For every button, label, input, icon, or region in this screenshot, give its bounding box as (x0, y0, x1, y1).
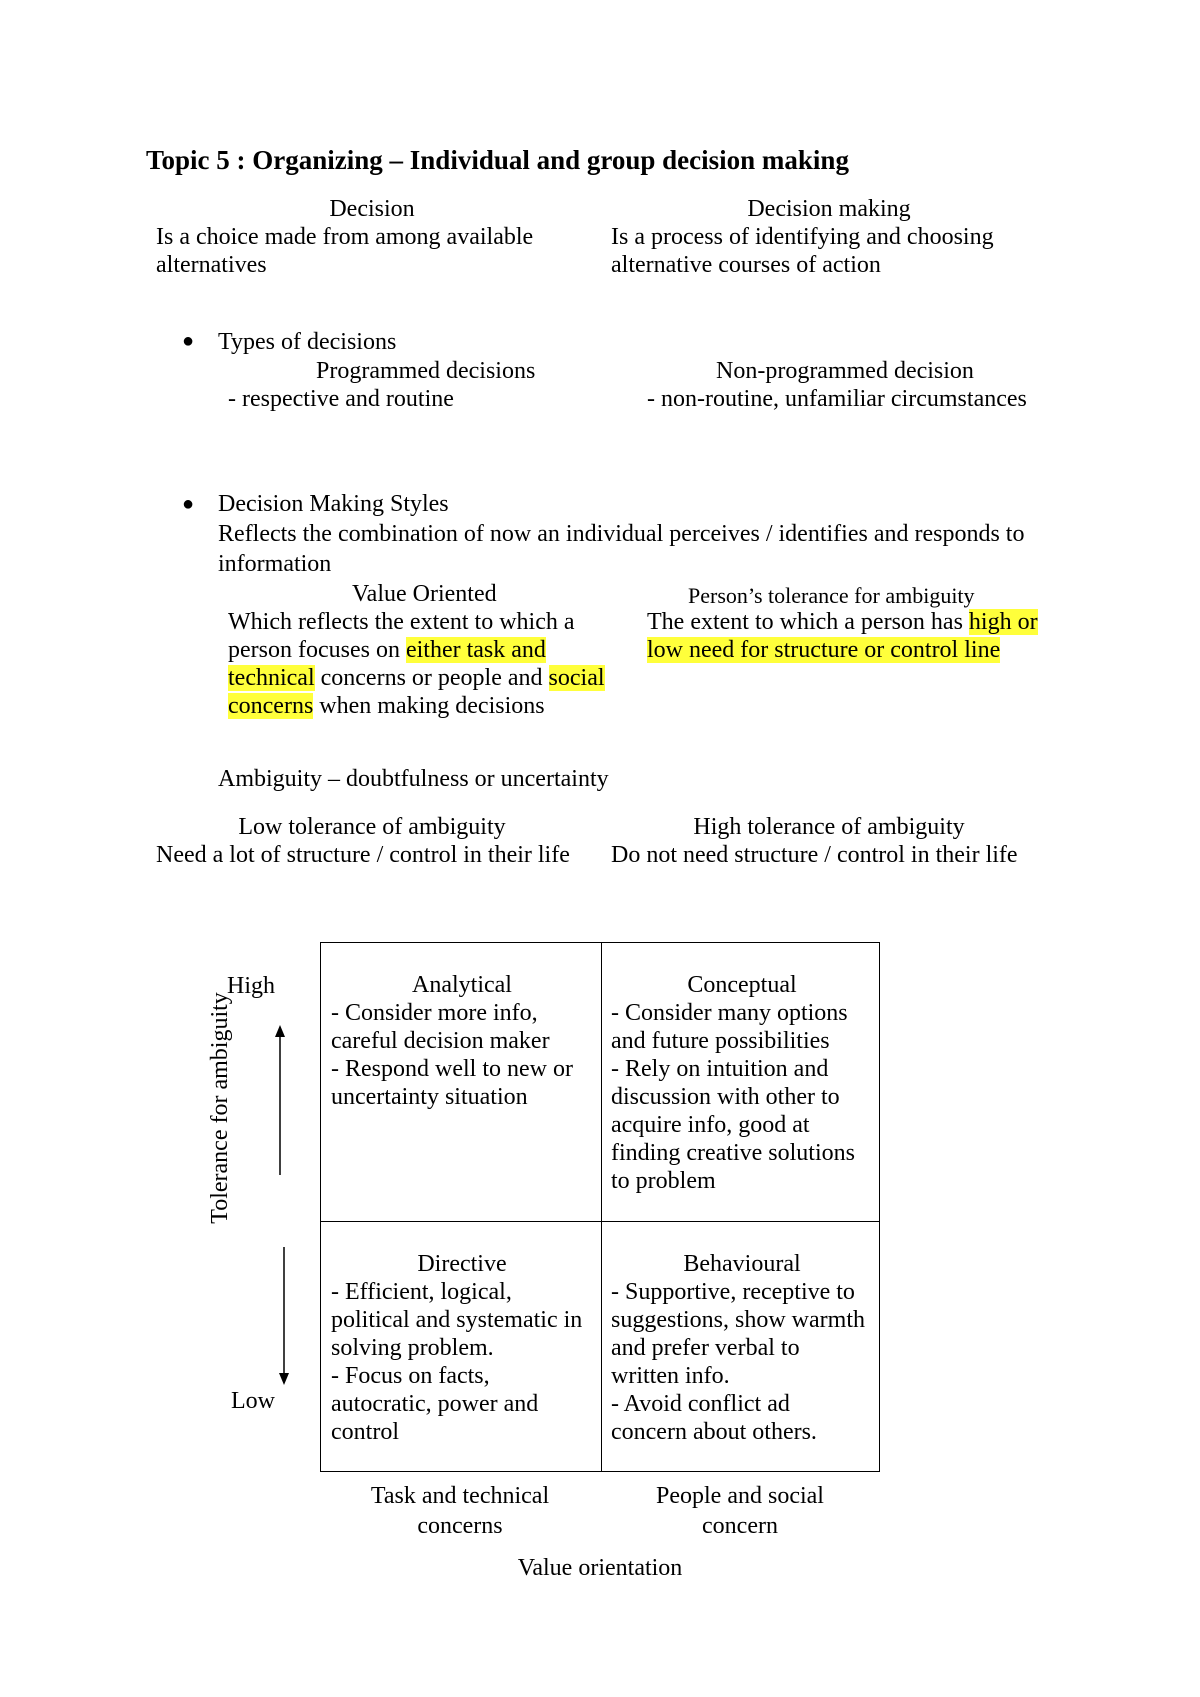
tolerance-line2 (647, 636, 1000, 664)
decision-heading: Decision (329, 196, 415, 222)
directive-heading: Directive (417, 1251, 507, 1277)
y-axis-low-label: Low (231, 1388, 275, 1414)
value-oriented-text: Which reflects the extent to which a (228, 609, 575, 635)
x-axis-left-label-line1: Task and technical (370, 1483, 550, 1509)
y-axis-label: Tolerance for ambiguity (207, 992, 233, 1224)
value-oriented-text: person focuses on (228, 637, 406, 663)
value-oriented-heading: Value Oriented (352, 581, 497, 607)
non-programmed-desc: - non-routine, unfamiliar circumstances (647, 386, 1027, 412)
y-axis-arrows-icon (268, 1025, 298, 1385)
highlighted-text: low need for structure or control line (647, 637, 1001, 663)
value-oriented-text: concerns or people and (314, 665, 549, 691)
behavioural-heading: Behavioural (683, 1251, 801, 1277)
styles-bullet-label: Decision Making Styles (218, 491, 449, 517)
decision-making-heading: Decision making (747, 196, 911, 222)
decision-definition-line2: alternatives (156, 252, 267, 278)
decision-style-matrix (320, 942, 880, 1472)
highlighted-text: technical (228, 665, 315, 691)
value-oriented-line1 (228, 608, 575, 636)
tolerance-heading: Person’s tolerance for ambiguity (688, 583, 975, 608)
analytical-cell (331, 971, 593, 1111)
high-tolerance-heading: High tolerance of ambiguity (693, 814, 965, 840)
highlighted-text: concerns (228, 693, 314, 719)
x-axis-right-label-line2: concern (702, 1513, 778, 1539)
types-bullet-label: Types of decisions (218, 329, 397, 355)
conceptual-body: - Consider many options and future possibilities - Rely on intuition and discussion with other to acquire info, good at finding creative solutions to problem (611, 1000, 855, 1194)
decision-definition-line1: Is a choice made from among available (156, 224, 534, 250)
analytical-heading: Analytical (412, 972, 512, 998)
value-oriented-line4 (228, 692, 545, 720)
programmed-desc: - respective and routine (228, 386, 454, 412)
matrix-vertical-divider (601, 943, 602, 1471)
value-oriented-line3 (228, 664, 605, 692)
x-axis-left-label-line2: concerns (417, 1513, 503, 1539)
matrix-horizontal-divider (321, 1221, 879, 1222)
tolerance-line1 (647, 608, 1038, 636)
styles-intro-line1: Reflects the combination of now an individual perceives / identifies and responds to (218, 521, 1025, 547)
directive-cell (331, 1250, 593, 1446)
analytical-body: - Consider more info, careful decision maker - Respond well to new or uncertainty situation (331, 1000, 573, 1110)
decision-making-definition-line1: Is a process of identifying and choosing (611, 224, 994, 250)
conceptual-cell (611, 971, 873, 1195)
styles-intro-line2: information (218, 551, 332, 577)
low-tolerance-desc: Need a lot of structure / control in their life (156, 842, 570, 868)
conceptual-heading: Conceptual (687, 972, 797, 998)
low-tolerance-heading: Low tolerance of ambiguity (238, 814, 506, 840)
directive-body: - Efficient, logical, political and systematic in solving problem. - Focus on facts, autocratic, power and control (331, 1279, 583, 1445)
tolerance-text: The extent to which a person has (647, 609, 969, 635)
y-axis-high-label: High (227, 973, 275, 999)
value-oriented-line2 (228, 636, 546, 664)
x-axis-right-label-line1: People and social (656, 1483, 824, 1509)
ambiguity-definition: Ambiguity – doubtfulness or uncertainty (218, 766, 609, 792)
programmed-heading: Programmed decisions (316, 358, 536, 384)
highlighted-text: social (548, 665, 605, 691)
highlighted-text: high or (968, 609, 1038, 635)
non-programmed-heading: Non-programmed decision (716, 358, 974, 384)
page-title: Topic 5 : Organizing – Individual and group decision making (146, 145, 849, 175)
x-axis-label: Value orientation (517, 1555, 683, 1581)
high-tolerance-desc: Do not need structure / control in their life (611, 842, 1018, 868)
behavioural-cell (611, 1250, 873, 1446)
value-oriented-text: when making decisions (313, 693, 545, 719)
bullet-icon: ● (182, 493, 195, 515)
behavioural-body: - Supportive, receptive to suggestions, show warmth and prefer verbal to written info. - Avoid conflict ad concern about others. (611, 1279, 865, 1445)
decision-making-definition-line2: alternative courses of action (611, 252, 881, 278)
highlighted-text: either task and (405, 637, 546, 663)
bullet-icon: ● (182, 330, 195, 352)
